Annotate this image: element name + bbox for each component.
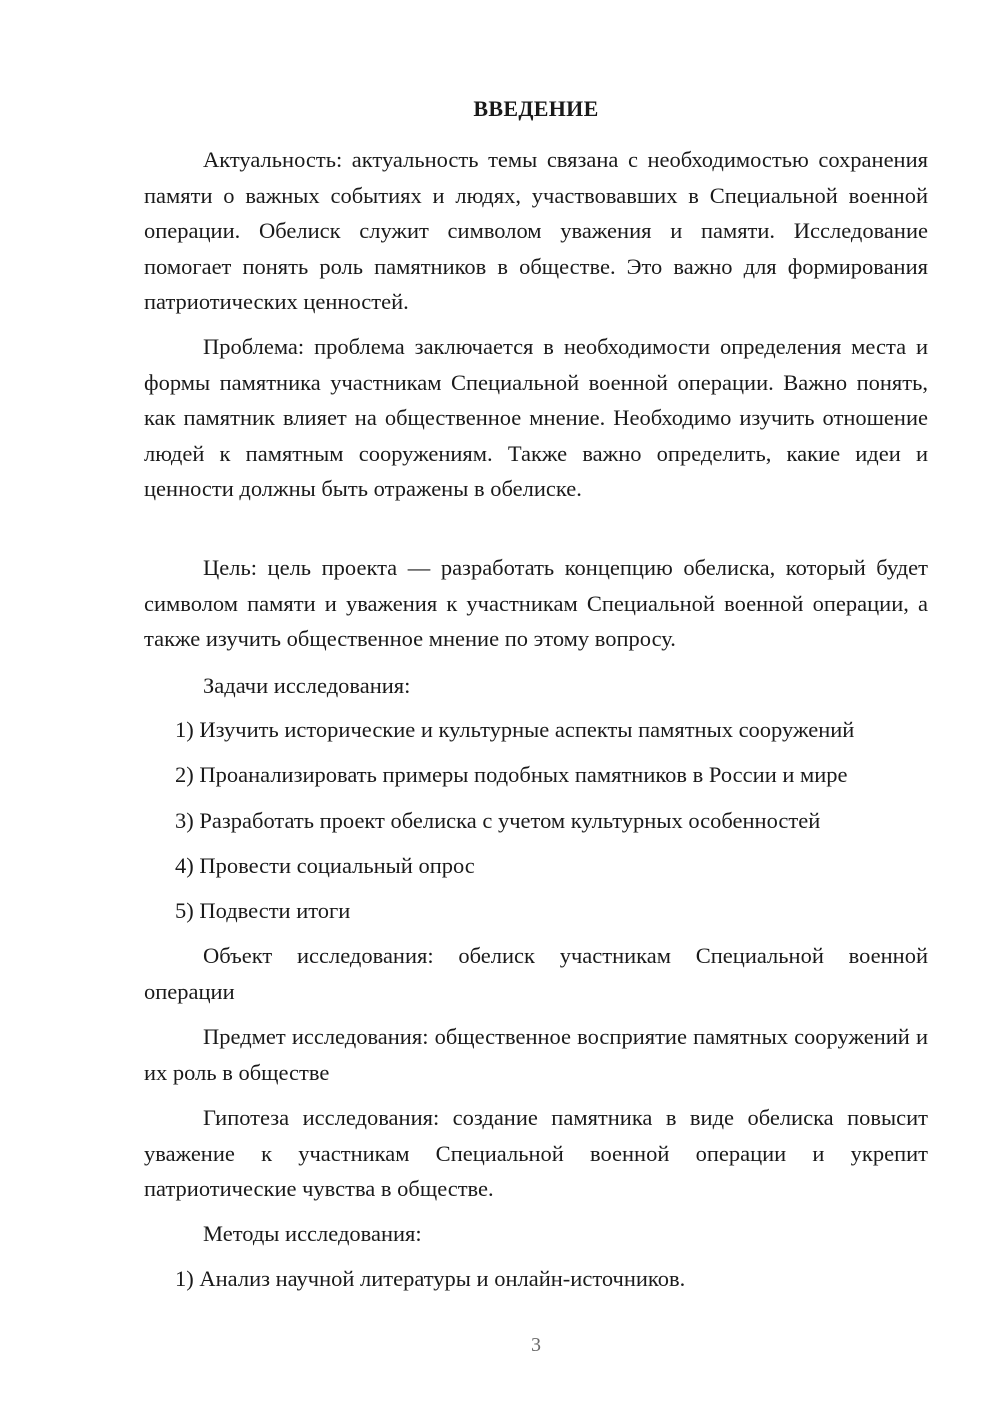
subject-paragraph: Предмет исследования: общественное восприятие памятных сооружений и их роль в обществе	[144, 1024, 928, 1085]
object-paragraph: Объект исследования: обелиск участникам Специальной военной операции	[144, 943, 928, 1004]
task-item-2: 2) Проанализировать примеры подобных памятников в России и мире	[175, 762, 848, 787]
tasks-heading: Задачи исследования:	[203, 673, 411, 698]
method-item-1: 1) Анализ научной литературы и онлайн-источников.	[175, 1266, 686, 1291]
problem-paragraph: Проблема: проблема заключается в необходимости определения места и формы памятника участникам Специальной военной операции. Важно понять, как памятник влияет на общественное мнение. Необходимо изучить отношение людей к памятным сооружениям. Также важно определить, какие идеи и ценности должны быть отражены в обелиске.	[144, 334, 928, 501]
relevance-paragraph: Актуальность: актуальность темы связана с необходимостью сохранения памяти о важных событиях и людях, участвовавших в Специальной военной операции. Обелиск служит символом уважения и памяти. Исследование помогает понять роль памятников в обществе. Это важно для формирования патриотических ценностей.	[144, 147, 928, 314]
page-number: 3	[531, 1334, 541, 1356]
task-item-5: 5) Подвести итоги	[175, 898, 351, 923]
task-item-4: 4) Провести социальный опрос	[175, 853, 475, 878]
task-item-3: 3) Разработать проект обелиска с учетом культурных особенностей	[175, 808, 821, 833]
methods-heading: Методы исследования:	[203, 1221, 422, 1246]
goal-paragraph: Цель: цель проекта — разработать концепцию обелиска, который будет символом памяти и уважения к участникам Специальной военной операции, а также изучить общественное мнение по этому вопросу.	[144, 555, 928, 651]
hypothesis-paragraph: Гипотеза исследования: создание памятника в виде обелиска повысит уважение к участникам Специальной военной операции и укрепит патриотические чувства в обществе.	[144, 1105, 928, 1201]
section-heading: ВВЕДЕНИЕ	[473, 96, 599, 121]
task-item-1: 1) Изучить исторические и культурные аспекты памятных сооружений	[175, 717, 855, 742]
